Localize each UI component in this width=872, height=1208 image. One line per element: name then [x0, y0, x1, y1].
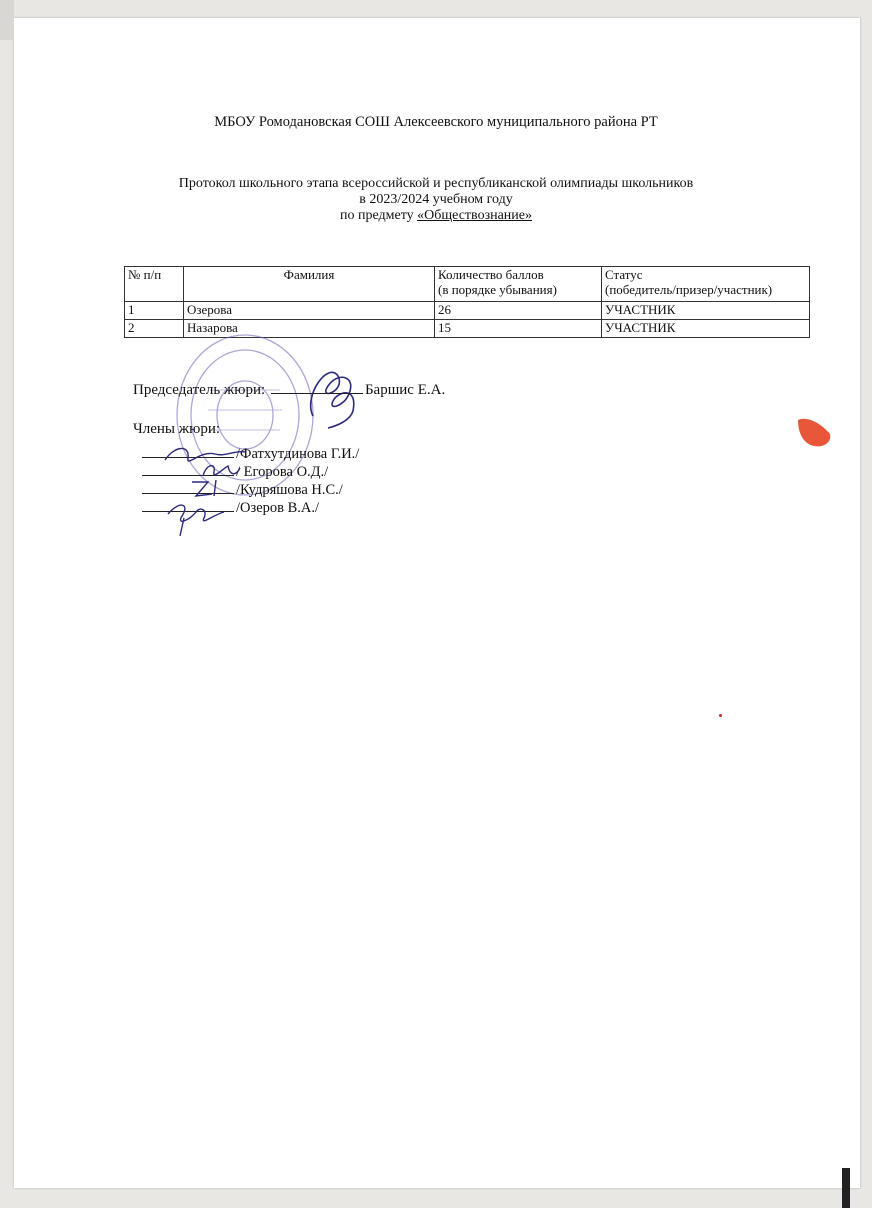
scan-edge: [842, 1168, 850, 1208]
member-name: /Фатхутдинова Г.И./: [236, 446, 360, 462]
member-name: /Озеров В.А./: [236, 500, 320, 516]
member-name: /Кудряшова Н.С./: [236, 482, 343, 498]
subject-prefix: по предмету: [339, 208, 418, 223]
table-row: [125, 302, 810, 320]
protocol-heading: [0, 176, 872, 224]
scan-corner: [0, 0, 14, 40]
chair-name: Баршис Е.А.: [364, 382, 446, 398]
jury-chair: [133, 382, 445, 399]
row-score: 26: [435, 302, 602, 320]
header-score-line-2: (в порядке убывания): [438, 282, 557, 297]
header-num: № п/п: [125, 267, 184, 302]
header-status-line-2: (победитель/призер/участник): [605, 282, 773, 297]
header-score: [435, 267, 602, 302]
header-status-line-1: Статус: [605, 267, 643, 282]
subject-name: «Обществознание»: [417, 208, 532, 223]
chair-label: Председатель жюри:: [133, 382, 269, 398]
protocol-subject: [0, 208, 872, 224]
member-name: / Егорова О.Д./: [236, 464, 329, 480]
table-header-row: [125, 267, 810, 302]
row-num: 2: [125, 320, 184, 338]
row-status: УЧАСТНИК: [602, 302, 810, 320]
red-mark-icon: [794, 414, 834, 450]
protocol-line-1: Протокол школьного этапа всероссийской и республиканской олимпиады школьников: [178, 176, 694, 191]
header-score-line-1: Количество баллов: [438, 267, 544, 282]
row-surname: Назарова: [184, 320, 435, 338]
row-num: 1: [125, 302, 184, 320]
header-surname: Фамилия: [184, 267, 435, 302]
row-surname: Озерова: [184, 302, 435, 320]
protocol-line-2: в 2023/2024 учебном году: [359, 192, 513, 207]
results-table: [124, 266, 810, 338]
signature-line: [271, 393, 363, 394]
member-signature-icon: [160, 494, 230, 538]
members-label: Члены жюри:: [133, 421, 221, 437]
ink-dot: [719, 714, 722, 717]
school-title: МБОУ Ромодановская СОШ Алексеевского муниципального района РТ: [214, 114, 658, 130]
header-status: [602, 267, 810, 302]
row-score: 15: [435, 320, 602, 338]
row-status: УЧАСТНИК: [602, 320, 810, 338]
